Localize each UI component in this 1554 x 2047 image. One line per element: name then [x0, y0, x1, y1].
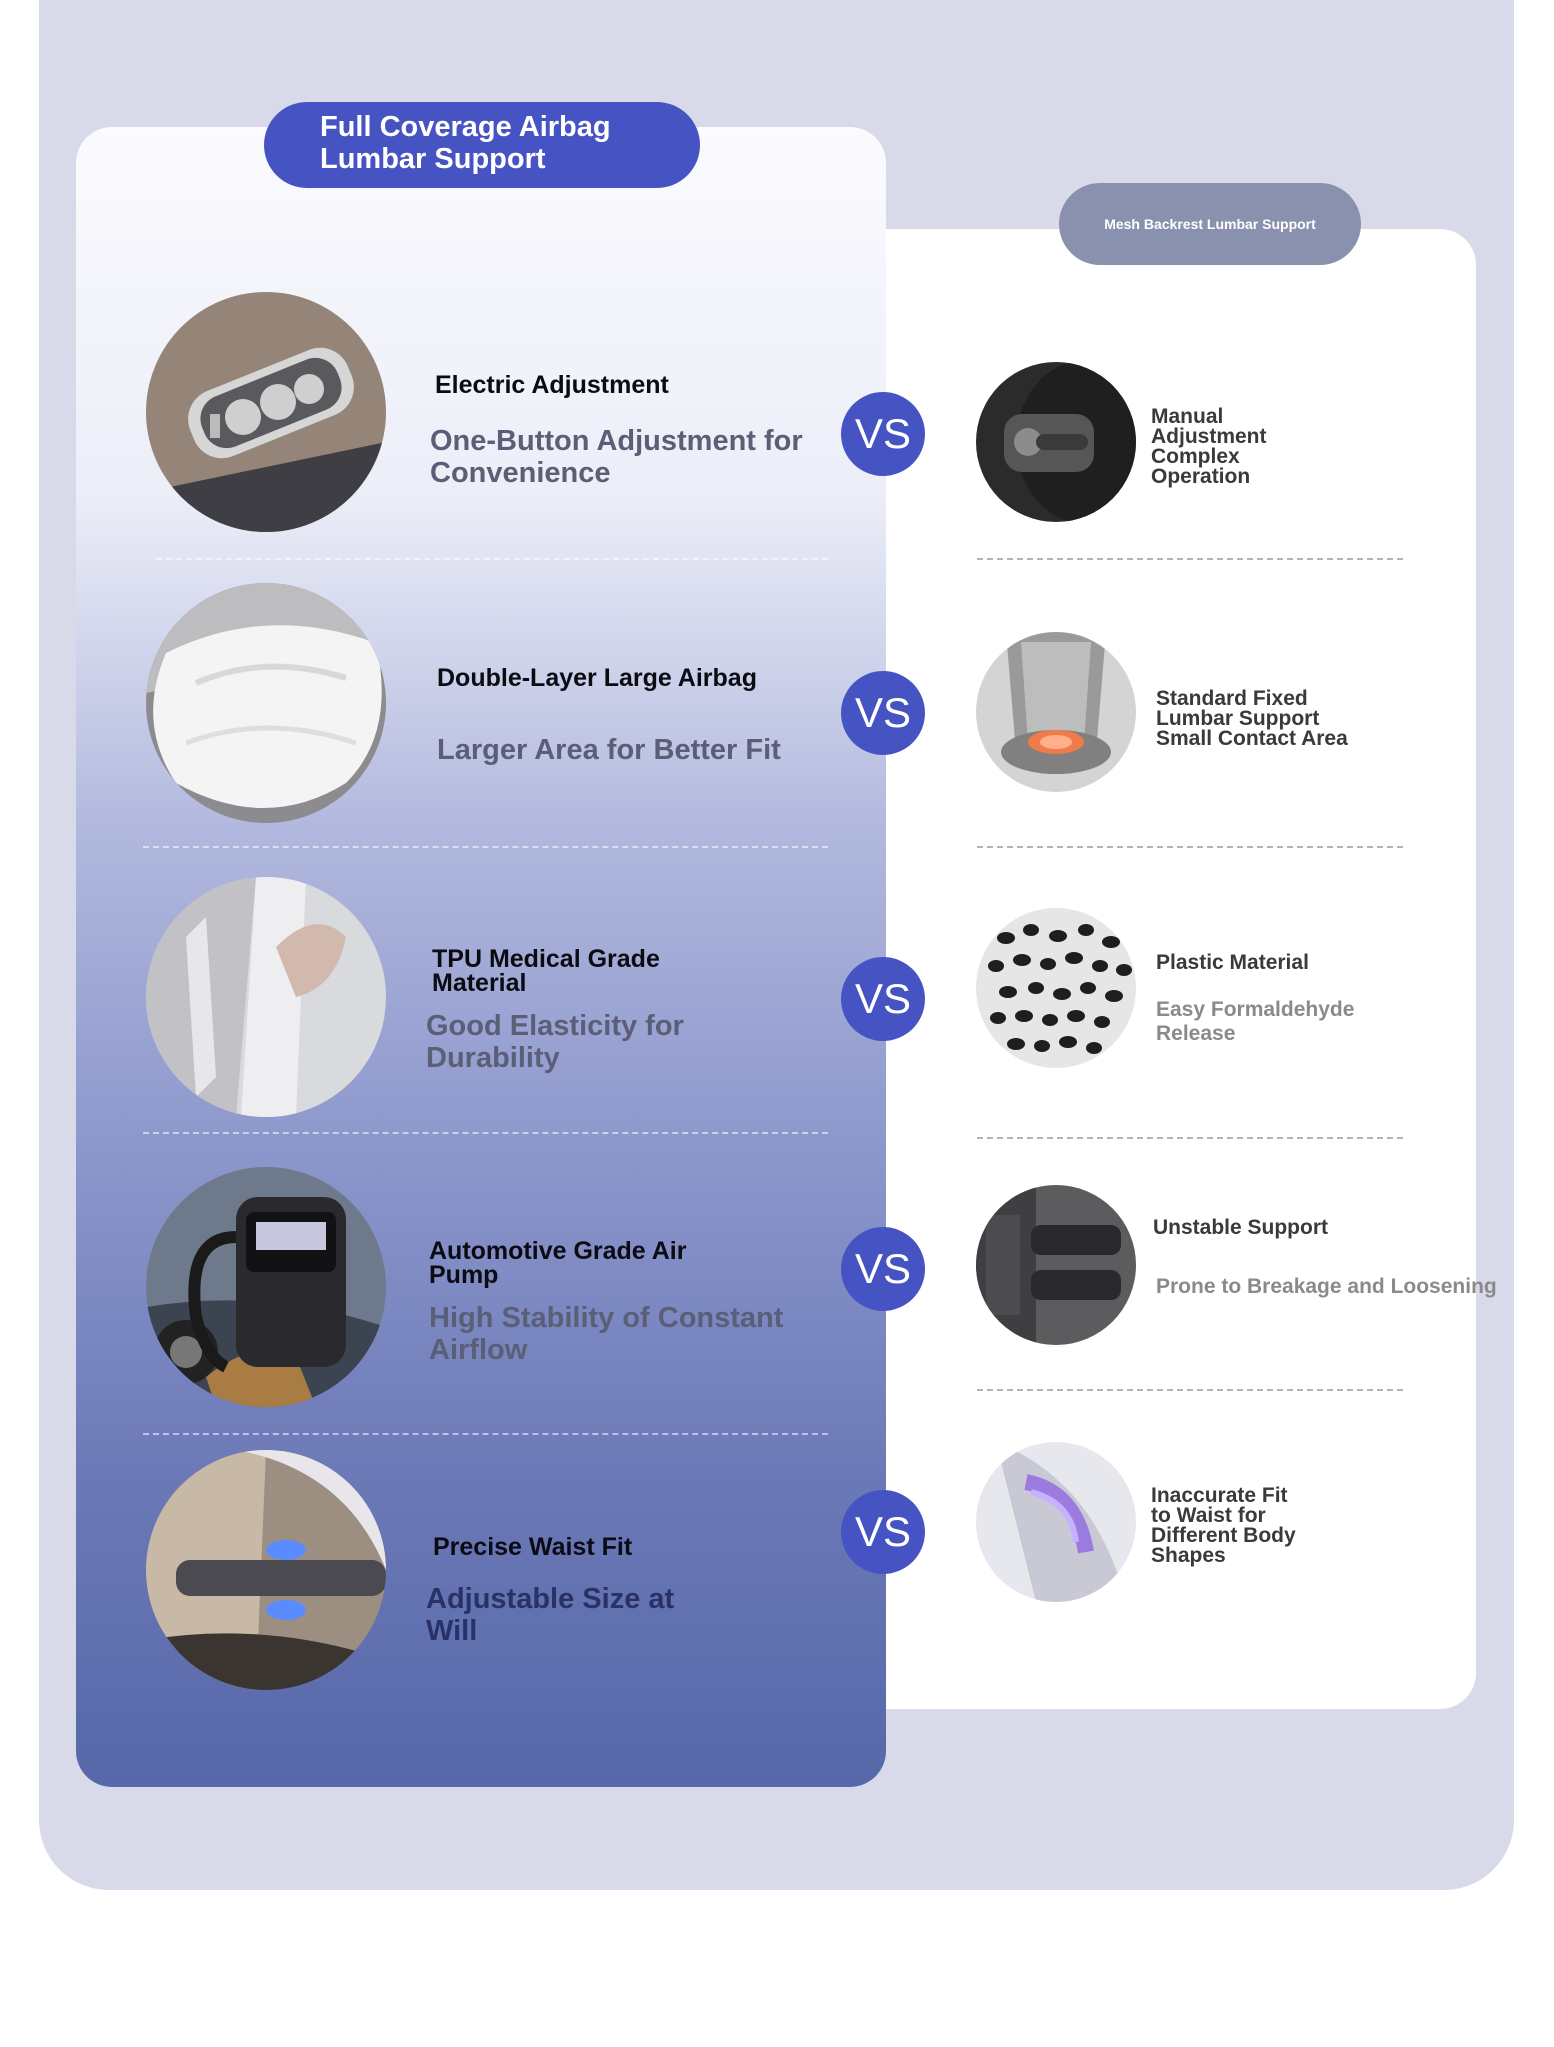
divider — [143, 1433, 828, 1435]
feature-4-desc: High Stability of Constant Airflow — [429, 1302, 784, 1366]
divider — [977, 1389, 1403, 1391]
left-header-line1: Full Coverage Airbag — [320, 111, 611, 143]
right-header-badge — [1059, 183, 1361, 265]
feature-2-title: Double-Layer Large Airbag — [437, 664, 757, 692]
competitor-1-text: Manual Adjustment Complex Operation — [1151, 405, 1267, 488]
divider — [143, 1132, 828, 1134]
feature-2-desc: Larger Area for Better Fit — [437, 734, 781, 766]
air-pump-icon — [146, 1167, 386, 1407]
competitor-2-text: Standard Fixed Lumbar Support Small Contact Area — [1156, 687, 1348, 750]
mesh-back-icon — [976, 1185, 1136, 1345]
left-header-line2: Lumbar Support — [320, 143, 546, 175]
divider — [156, 558, 828, 560]
divider — [977, 558, 1403, 560]
vs-badge-4: VS — [841, 1227, 925, 1311]
feature-3-desc: Good Elasticity for Durability — [426, 1010, 684, 1074]
divider — [143, 846, 828, 848]
divider — [977, 846, 1403, 848]
competitor-3-title: Plastic Material — [1156, 951, 1309, 974]
plastic-pellets-icon — [976, 908, 1136, 1068]
control-buttons-icon — [146, 292, 386, 532]
vs-badge-1: VS — [841, 392, 925, 476]
vs-badge-3: VS — [841, 957, 925, 1041]
fixed-support-icon — [976, 632, 1136, 792]
airbag-icon — [146, 583, 386, 823]
divider — [977, 1137, 1403, 1139]
left-header-badge — [264, 102, 700, 188]
competitor-5-text: Inaccurate Fit to Waist for Different Body Shapes — [1151, 1484, 1296, 1567]
vs-badge-5: VS — [841, 1490, 925, 1574]
tpu-material-icon — [146, 877, 386, 1117]
feature-3-title: TPU Medical Grade Material — [432, 945, 660, 997]
feature-4-title: Automotive Grade Air Pump — [429, 1237, 687, 1289]
feature-5-desc: Adjustable Size at Will — [426, 1583, 675, 1647]
feature-1-title: Electric Adjustment — [435, 371, 669, 399]
feature-5-title: Precise Waist Fit — [433, 1533, 633, 1561]
vs-badge-2: VS — [841, 671, 925, 755]
right-header-label: Mesh Backrest Lumbar Support — [1104, 216, 1316, 232]
competitor-4-desc: Prone to Breakage and Loosening — [1156, 1275, 1497, 1298]
inaccurate-fit-icon — [976, 1442, 1136, 1602]
competitor-4-title: Unstable Support — [1153, 1216, 1329, 1239]
feature-1-desc: One-Button Adjustment for Convenience — [430, 425, 803, 489]
manual-knob-icon — [976, 362, 1136, 522]
waist-fit-icon — [146, 1450, 386, 1690]
competitor-3-desc: Easy Formaldehyde Release — [1156, 998, 1355, 1045]
